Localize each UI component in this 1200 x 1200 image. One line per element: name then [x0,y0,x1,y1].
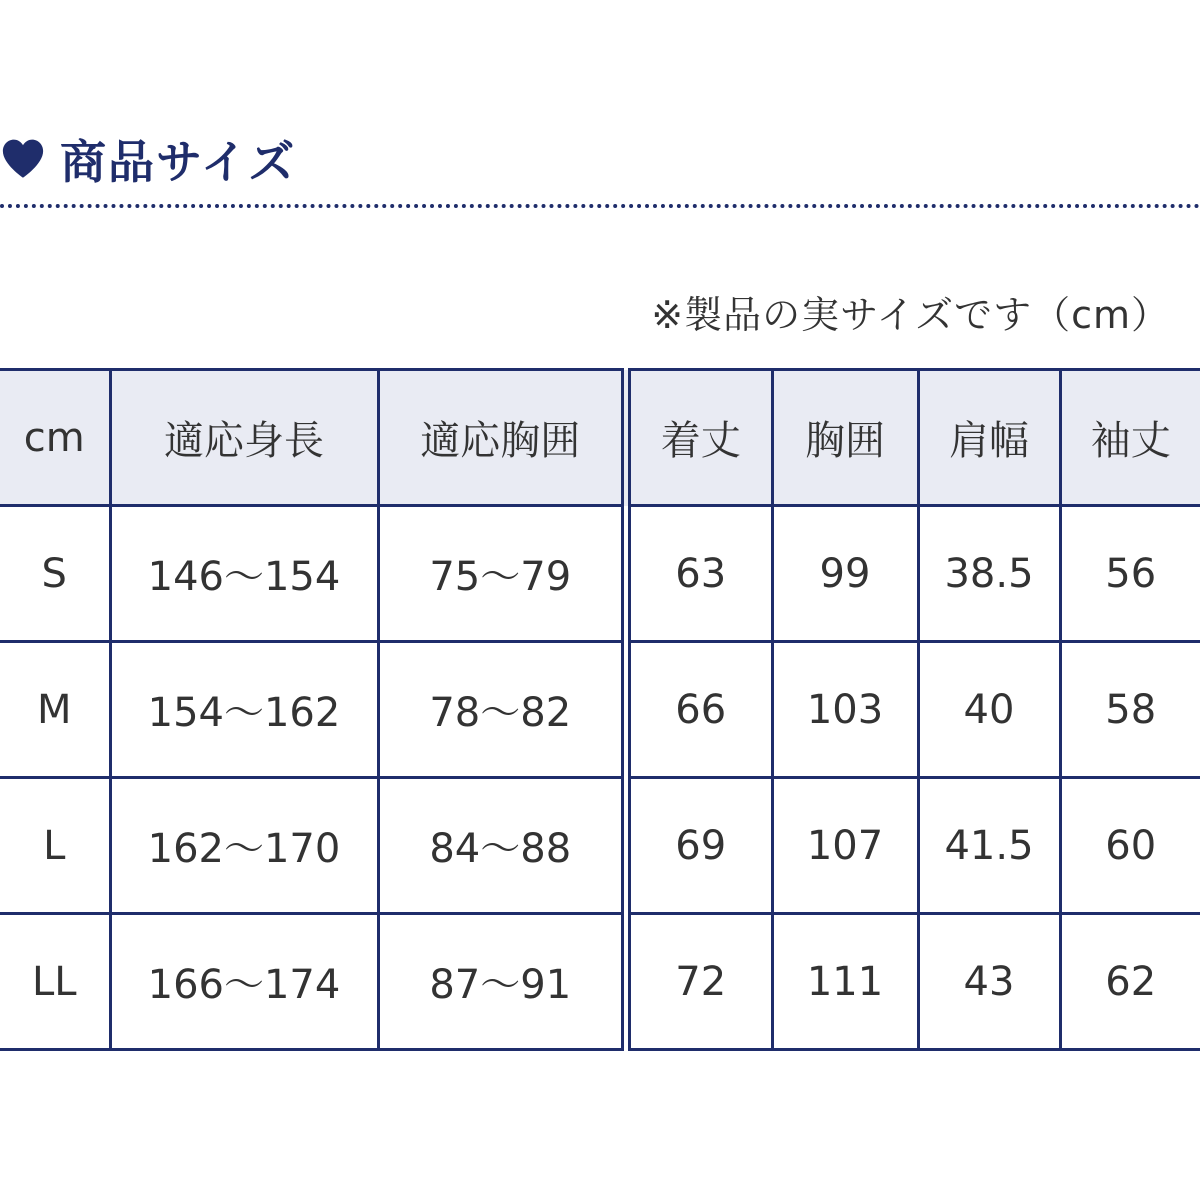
cell-chest: 103 [772,642,918,778]
cell-shoulder: 41.5 [918,778,1060,914]
cell-length: 69 [626,778,772,914]
heart-icon [0,136,46,182]
section-title-text: 商品サイズ [60,135,297,189]
section-title [0,128,296,190]
cell-chest: 99 [772,506,918,642]
cell-length: 66 [626,642,772,778]
cell-chest: 111 [772,914,918,1050]
cell-shoulder: 40 [918,642,1060,778]
cell-fit-height: 146〜154 [110,506,378,642]
size-label: LL [0,914,110,1050]
cell-sleeve: 56 [1060,506,1200,642]
header-sleeve: 袖丈 [1060,370,1200,506]
size-table [0,368,1200,1051]
cell-fit-height: 166〜174 [110,914,378,1050]
table-header-row [0,370,1200,506]
cell-fit-chest: 84〜88 [378,778,626,914]
cell-sleeve: 60 [1060,778,1200,914]
dotted-divider [0,204,1200,208]
table-row [0,778,1200,914]
cell-fit-height: 162〜170 [110,778,378,914]
header-chest: 胸囲 [772,370,918,506]
size-label: L [0,778,110,914]
table-row [0,914,1200,1050]
cell-sleeve: 58 [1060,642,1200,778]
table-row [0,642,1200,778]
cell-chest: 107 [772,778,918,914]
header-length: 着丈 [626,370,772,506]
cell-fit-height: 154〜162 [110,642,378,778]
header-unit: cm [0,370,110,506]
unit-note: ※製品の実サイズです（cm） [651,293,1170,337]
cell-sleeve: 62 [1060,914,1200,1050]
size-label: M [0,642,110,778]
cell-fit-chest: 75〜79 [378,506,626,642]
cell-length: 72 [626,914,772,1050]
table-row [0,506,1200,642]
cell-fit-chest: 87〜91 [378,914,626,1050]
header-fit-height: 適応身長 [110,370,378,506]
cell-shoulder: 43 [918,914,1060,1050]
size-label: S [0,506,110,642]
header-shoulder: 肩幅 [918,370,1060,506]
header-fit-chest: 適応胸囲 [378,370,626,506]
cell-fit-chest: 78〜82 [378,642,626,778]
cell-length: 63 [626,506,772,642]
cell-shoulder: 38.5 [918,506,1060,642]
